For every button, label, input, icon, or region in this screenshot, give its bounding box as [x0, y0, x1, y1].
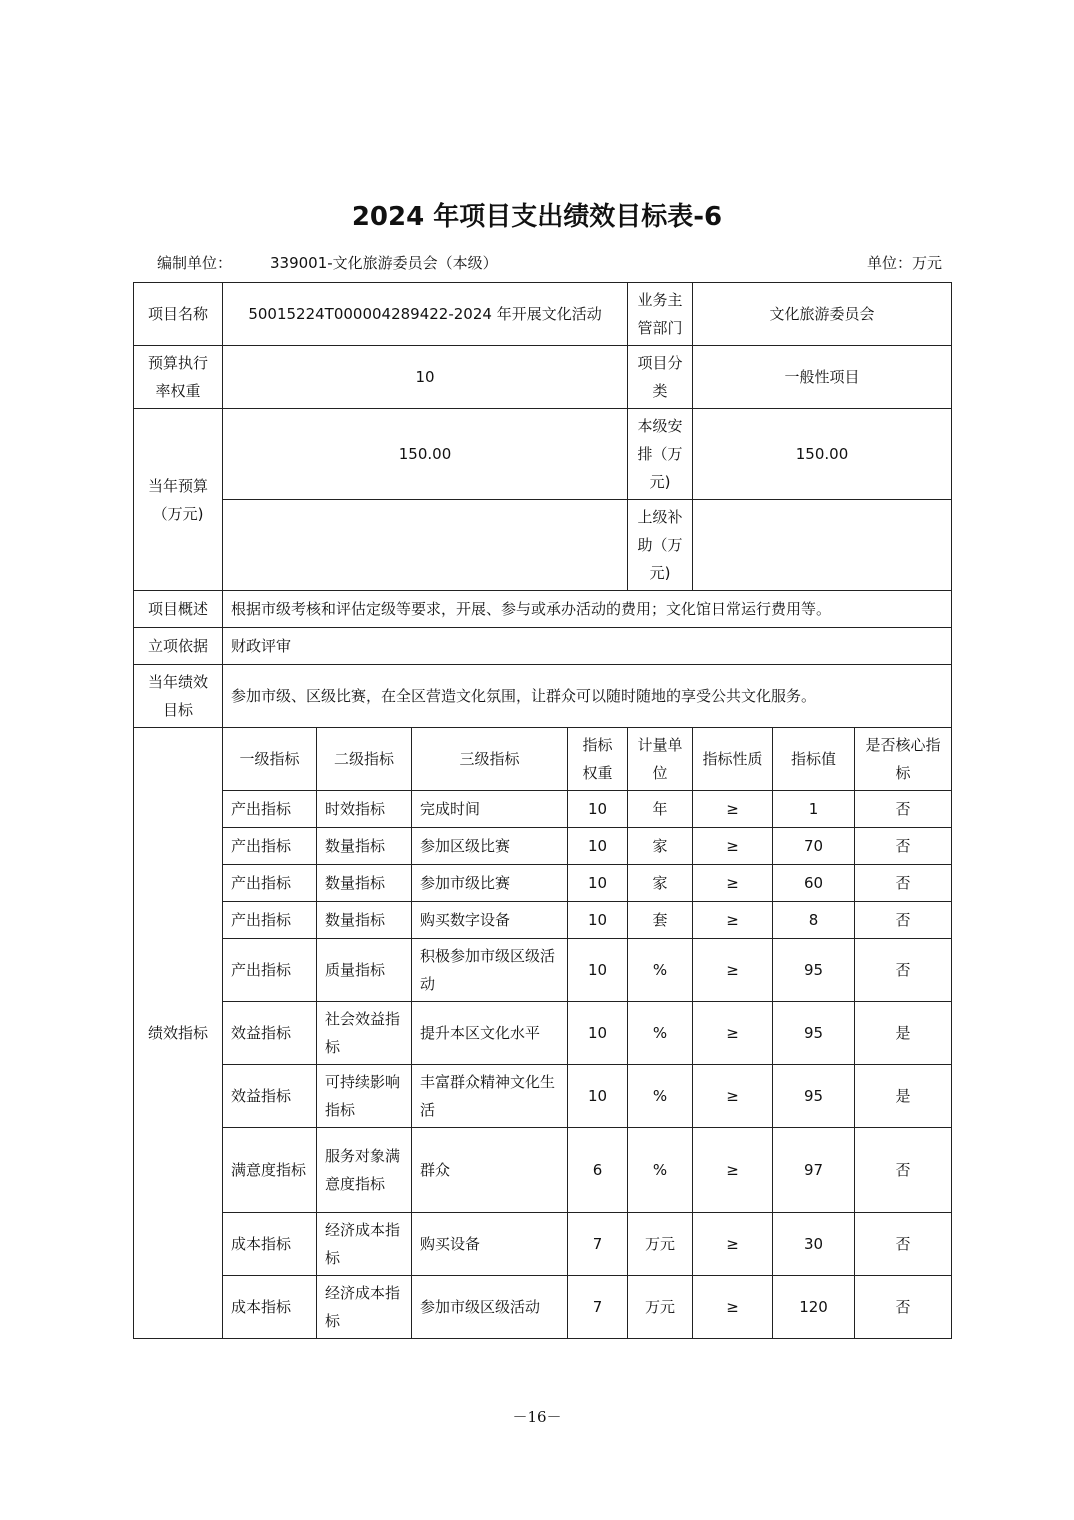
level3-cell: 参加市级区级活动: [412, 1276, 568, 1339]
header-core: 是否核心指标: [855, 728, 952, 791]
value-cell: 95: [773, 939, 855, 1002]
table-row: [134, 902, 952, 939]
value-cell: 120: [773, 1276, 855, 1339]
core-cell: 否: [855, 828, 952, 865]
level1-cell: 效益指标: [223, 1065, 317, 1128]
nature-cell: ≥: [693, 939, 773, 1002]
level3-cell: 参加区级比赛: [412, 828, 568, 865]
weight-cell: 10: [568, 939, 628, 1002]
header-level3: 三级指标: [412, 728, 568, 791]
header-level2: 二级指标: [317, 728, 412, 791]
level3-cell: 完成时间: [412, 791, 568, 828]
level1-cell: 成本指标: [223, 1276, 317, 1339]
weight-cell: 10: [568, 791, 628, 828]
level3-cell: 提升本区文化水平: [412, 1002, 568, 1065]
weight-cell: 10: [568, 865, 628, 902]
level1-cell: 效益指标: [223, 1002, 317, 1065]
value-cell: 60: [773, 865, 855, 902]
unit-cell: 家: [628, 828, 693, 865]
value-cell: 1: [773, 791, 855, 828]
weight-label: 预算执行率权重: [134, 346, 223, 409]
category-label: 项目分类: [628, 346, 693, 409]
weight-cell: 7: [568, 1213, 628, 1276]
value-cell: 8: [773, 902, 855, 939]
level3-cell: 购买数字设备: [412, 902, 568, 939]
subsidy-label: 上级补助（万元): [628, 500, 693, 591]
nature-cell: ≥: [693, 865, 773, 902]
weight-cell: 10: [568, 1002, 628, 1065]
header-level1: 一级指标: [223, 728, 317, 791]
unit-cell: %: [628, 1065, 693, 1128]
nature-cell: ≥: [693, 791, 773, 828]
nature-cell: ≥: [693, 902, 773, 939]
level1-cell: 产出指标: [223, 865, 317, 902]
unit-label: 单位：万元: [866, 254, 942, 272]
header-nature: 指标性质: [693, 728, 773, 791]
header-weight: 指标权重: [568, 728, 628, 791]
overview-value: 根据市级考核和评估定级等要求，开展、参与或承办活动的费用；文化馆日常运行费用等。: [223, 591, 952, 628]
core-cell: 是: [855, 1065, 952, 1128]
level1-cell: 产出指标: [223, 791, 317, 828]
weight-cell: 10: [568, 1065, 628, 1128]
project-name-label: 项目名称: [134, 283, 223, 346]
value-cell: 95: [773, 1065, 855, 1128]
table-row: [134, 939, 952, 1002]
org-label: 编制单位：: [157, 254, 233, 272]
dept-label: 业务主管部门: [628, 283, 693, 346]
level1-cell: 成本指标: [223, 1213, 317, 1276]
level2-cell: 数量指标: [317, 828, 412, 865]
weight-cell: 7: [568, 1276, 628, 1339]
level2-cell: 社会效益指标: [317, 1002, 412, 1065]
basis-label: 立项依据: [134, 628, 223, 665]
value-cell: 30: [773, 1213, 855, 1276]
unit-cell: 万元: [628, 1276, 693, 1339]
header-value: 指标值: [773, 728, 855, 791]
table-row: [134, 791, 952, 828]
core-cell: 否: [855, 1276, 952, 1339]
table-row: [134, 828, 952, 865]
table-row: [134, 1128, 952, 1213]
page-number: －16－: [512, 1408, 562, 1426]
weight-value: 10: [223, 346, 628, 409]
nature-cell: ≥: [693, 1002, 773, 1065]
level2-cell: 数量指标: [317, 865, 412, 902]
level3-cell: 积极参加市级区级活动: [412, 939, 568, 1002]
budget-value: 150.00: [223, 409, 628, 500]
core-cell: 否: [855, 1213, 952, 1276]
level1-cell: 产出指标: [223, 828, 317, 865]
page-title: 2024 年项目支出绩效目标表-6: [351, 202, 723, 232]
level3-cell: 群众: [412, 1128, 568, 1213]
table-row: [134, 1276, 952, 1339]
category-value: 一般性项目: [693, 346, 952, 409]
dept-value: 文化旅游委员会: [693, 283, 952, 346]
weight-cell: 10: [568, 828, 628, 865]
header-unit: 计量单位: [628, 728, 693, 791]
meta-row: [157, 252, 942, 276]
core-cell: 否: [855, 865, 952, 902]
level1-cell: 满意度指标: [223, 1128, 317, 1213]
basis-value: 财政评审: [223, 628, 952, 665]
indicator-header-row: [134, 728, 952, 791]
level2-cell: 质量指标: [317, 939, 412, 1002]
goal-value: 参加市级、区级比赛，在全区营造文化氛围，让群众可以随时随地的享受公共文化服务。: [223, 665, 952, 728]
value-cell: 97: [773, 1128, 855, 1213]
unit-cell: 套: [628, 902, 693, 939]
unit-cell: %: [628, 1128, 693, 1213]
value-cell: 95: [773, 1002, 855, 1065]
table-row: [134, 865, 952, 902]
subsidy-blank: [693, 500, 952, 591]
level2-cell: 经济成本指标: [317, 1213, 412, 1276]
level2-cell: 数量指标: [317, 902, 412, 939]
level3-cell: 丰富群众精神文化生活: [412, 1065, 568, 1128]
nature-cell: ≥: [693, 828, 773, 865]
org-value: 339001-文化旅游委员会（本级）: [270, 254, 498, 272]
core-cell: 否: [855, 939, 952, 1002]
level2-cell: 可持续影响指标: [317, 1065, 412, 1128]
perf-label: 绩效指标: [134, 728, 223, 1339]
level1-cell: 产出指标: [223, 902, 317, 939]
level1-cell: 产出指标: [223, 939, 317, 1002]
table-row: [134, 1002, 952, 1065]
value-cell: 70: [773, 828, 855, 865]
table-row: [134, 1065, 952, 1128]
unit-cell: 万元: [628, 1213, 693, 1276]
unit-cell: %: [628, 1002, 693, 1065]
nature-cell: ≥: [693, 1213, 773, 1276]
weight-cell: 10: [568, 902, 628, 939]
weight-cell: 6: [568, 1128, 628, 1213]
core-cell: 是: [855, 1002, 952, 1065]
level2-cell: 时效指标: [317, 791, 412, 828]
level2-cell: 服务对象满意度指标: [317, 1128, 412, 1213]
core-cell: 否: [855, 1128, 952, 1213]
core-cell: 否: [855, 902, 952, 939]
level3-cell: 购买设备: [412, 1213, 568, 1276]
unit-cell: %: [628, 939, 693, 1002]
level2-cell: 经济成本指标: [317, 1276, 412, 1339]
project-name-value: 50015224T000004289422-2024 年开展文化活动: [223, 283, 628, 346]
goal-label: 当年绩效目标: [134, 665, 223, 728]
performance-table: [133, 282, 952, 1339]
table-row: [134, 1213, 952, 1276]
level3-cell: 参加市级比赛: [412, 865, 568, 902]
local-label: 本级安排（万元): [628, 409, 693, 500]
unit-cell: 年: [628, 791, 693, 828]
nature-cell: ≥: [693, 1065, 773, 1128]
local-value: 150.00: [693, 409, 952, 500]
core-cell: 否: [855, 791, 952, 828]
budget-label: 当年预算（万元): [134, 409, 223, 591]
nature-cell: ≥: [693, 1128, 773, 1213]
overview-label: 项目概述: [134, 591, 223, 628]
subsidy-value: [223, 500, 628, 591]
nature-cell: ≥: [693, 1276, 773, 1339]
unit-cell: 家: [628, 865, 693, 902]
